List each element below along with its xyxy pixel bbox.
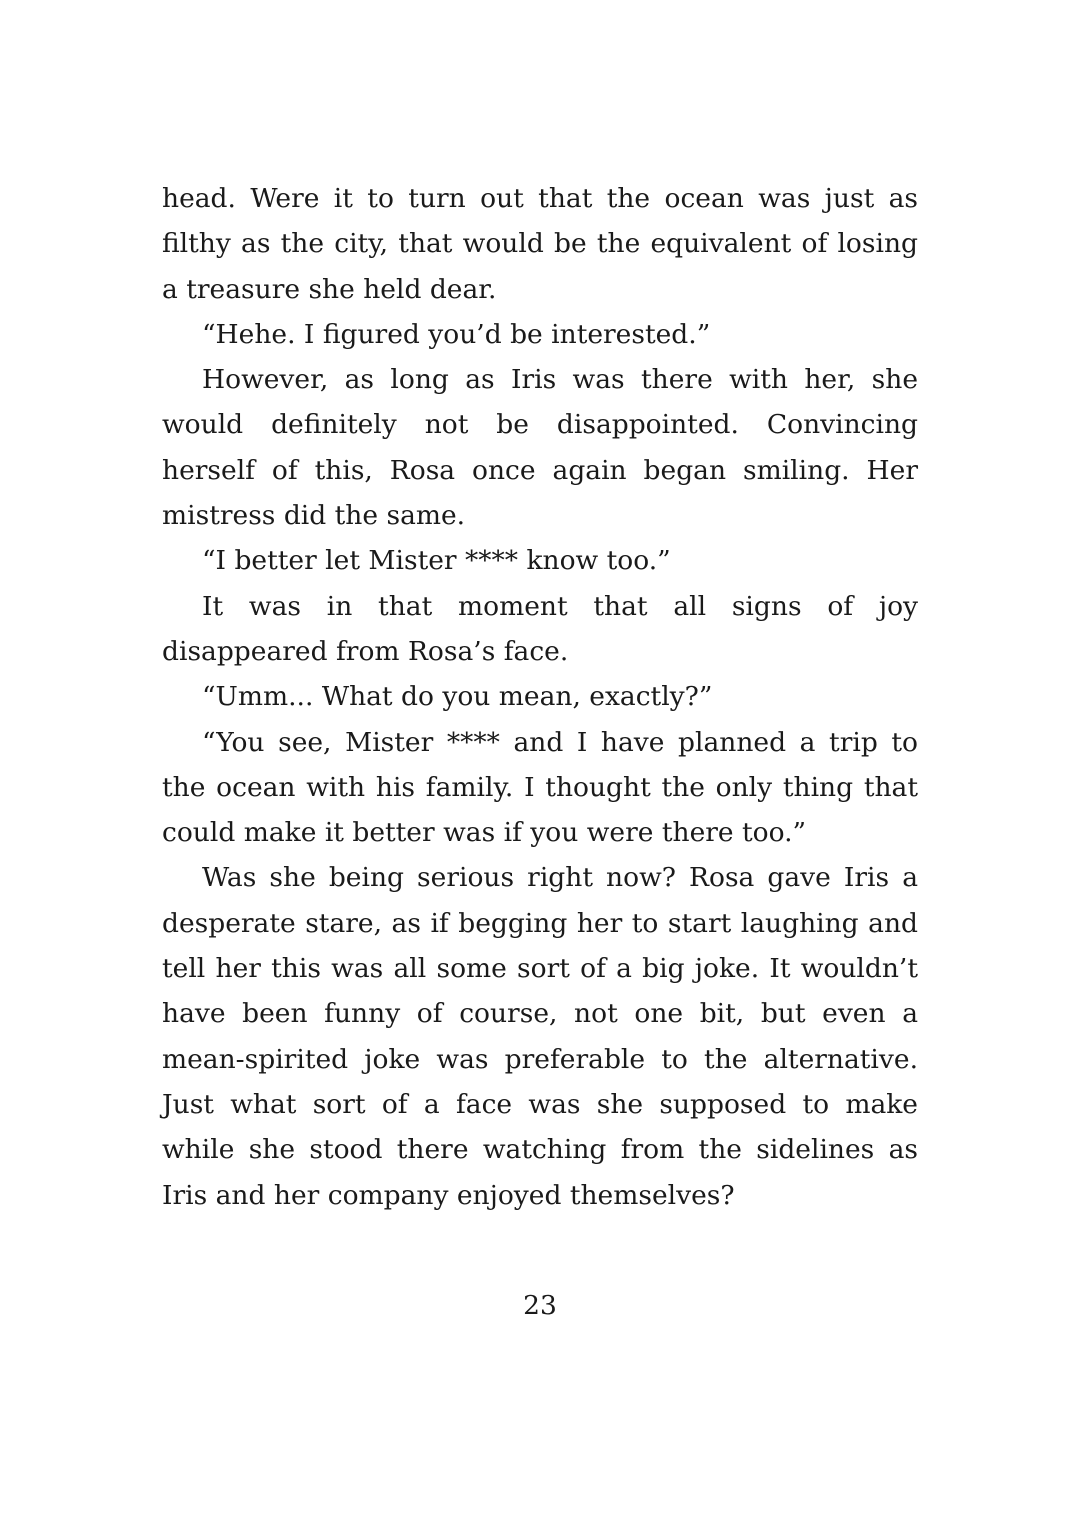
body-text (162, 176, 918, 1218)
paragraph-1: head. Were it to turn out that the ocean was just as filthy as the city, that would be the equivalent of losing a treasure she held dear. (162, 183, 918, 305)
paragraph-7: “You see, Mister **** and I have planned a trip to the ocean with his family. I thought the only thing that could make it better was if you were there too.” (162, 726, 918, 849)
paragraph-6: “Umm... What do you mean, exactly?” (202, 681, 713, 713)
paragraph-8: Was she being serious right now? Rosa gave Iris a desperate stare, as if begging her to start laughing and tell her this was all some sort of a big joke. It wouldn’t have been funny of course, not one bit, but even a mean-spirited joke was preferable to the alternative. Just what sort of a face was she supposed to make while she stood there watching from the sidelines as Iris and her company enjoyed themselves? (162, 862, 918, 1211)
paragraph-5: It was in that moment that all signs of joy disappeared from Rosa’s face. (162, 590, 918, 667)
page-number: 23 (523, 1290, 557, 1321)
paragraph-4: “I better let Mister **** know too.” (202, 545, 671, 577)
paragraph-2: “Hehe. I figured you’d be interested.” (202, 318, 711, 350)
paragraph-3: However, as long as Iris was there with her, she would definitely not be disappointed. Convincing herself of this, Rosa once again began smiling. Her mistress did the same. (162, 364, 918, 532)
